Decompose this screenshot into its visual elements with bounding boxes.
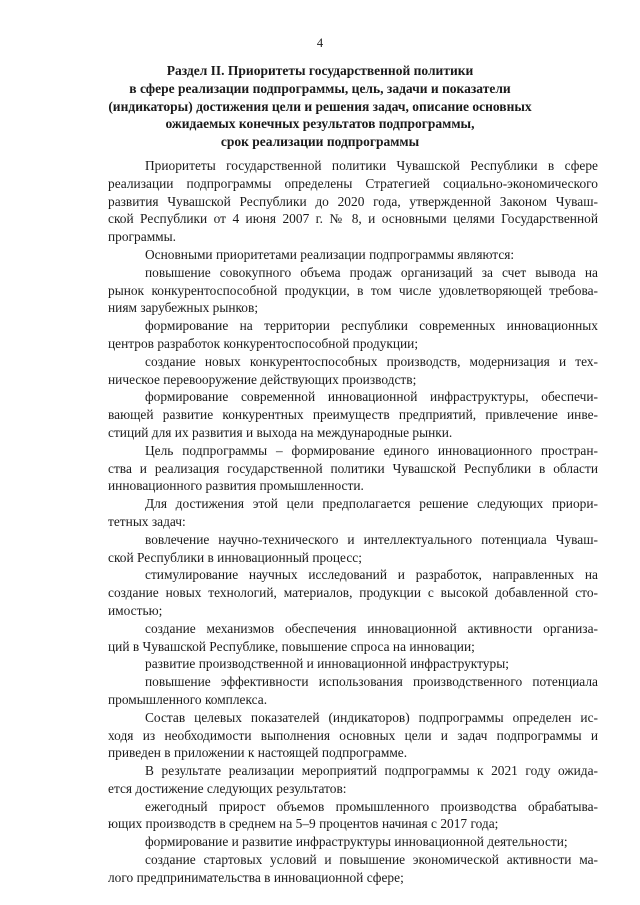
- text-line: лого предпринимательства в инновационной сфере;: [108, 869, 404, 885]
- heading-line: ожидаемых конечных результатов подпрограммы,: [165, 116, 475, 132]
- text-line: формирование современной инновационной инфраструктуры, обеспечи-: [145, 389, 598, 405]
- text-line: инновационного развития промышленности.: [108, 478, 364, 494]
- heading-line: (индикаторы) достижения цели и решения задач, описание основных: [108, 98, 532, 114]
- paragraph: [108, 833, 598, 851]
- paragraph: [108, 655, 598, 673]
- text-line: вающей развитие конкурентных преимуществ предприятий, привлечение инве-: [108, 407, 598, 423]
- paragraph: [108, 353, 598, 389]
- paragraph: [108, 620, 598, 656]
- text-line: ской Республики от 4 июня 2007 г. № 8, и основными целями Государственной: [108, 211, 598, 227]
- text-line: Основными приоритетами реализации подпрограммы являются:: [145, 246, 515, 262]
- paragraph: [108, 246, 598, 264]
- text-line: ской Республики в инновационный процесс;: [108, 549, 362, 565]
- text-line: реализации подпрограммы определены Стратегией социально-экономического: [108, 175, 598, 191]
- section-heading: [90, 62, 550, 151]
- paragraph: [108, 762, 598, 798]
- heading-line: срок реализации подпрограммы: [220, 134, 420, 150]
- heading-line: Раздел II. Приоритеты государственной политики: [166, 63, 474, 78]
- text-line: ства и реализация государственной политики Чувашской Республики в области: [108, 460, 598, 476]
- text-line: вовлечение научно-технического и интеллектуального потенциала Чуваш-: [145, 531, 598, 547]
- text-line: создание механизмов обеспечения инновационной активности организа-: [145, 620, 598, 636]
- text-line: ническое перевооружение действующих производств;: [108, 371, 417, 387]
- paragraph: [108, 531, 598, 567]
- paragraph: [108, 798, 598, 834]
- paragraph: [108, 264, 598, 317]
- text-line: формирование и развитие инфраструктуры инновационной деятельности;: [145, 834, 568, 850]
- text-line: ежегодный прирост объемов промышленного производства обрабатыва-: [145, 798, 598, 814]
- text-line: приведен в приложении к настоящей подпрограмме.: [108, 745, 408, 761]
- text-line: повышение эффективности использования производственного потенциала: [145, 674, 598, 690]
- paragraph: [108, 157, 598, 246]
- paragraph: [108, 317, 598, 353]
- page-number: 4: [316, 36, 324, 50]
- text-line: ходя из необходимости выполнения основных цели и задач подпрограммы и: [108, 727, 598, 743]
- body-text: [108, 157, 598, 887]
- text-line: стимулирование научных исследований и разработок, направленных на: [145, 567, 598, 583]
- text-line: В результате реализации мероприятий подпрограммы к 2021 году ожида-: [145, 763, 598, 779]
- text-line: Для достижения этой цели предполагается решение следующих приори-: [145, 496, 598, 512]
- text-line: имостью;: [108, 602, 163, 618]
- text-line: промышленного комплекса.: [108, 691, 268, 707]
- paragraph: [108, 495, 598, 531]
- text-line: формирование на территории республики современных инновационных: [145, 318, 598, 334]
- text-line: Приоритеты государственной политики Чувашской Республики в сфере: [145, 158, 598, 173]
- text-line: Состав целевых показателей (индикаторов) подпрограммы определен ис-: [145, 709, 598, 725]
- paragraph: [108, 566, 598, 619]
- text-line: повышение совокупного объема продаж организаций за счет вывода на: [145, 264, 598, 280]
- paragraph: [108, 442, 598, 495]
- text-line: создание новых конкурентоспособных производств, модернизация и тех-: [145, 353, 598, 369]
- text-line: центров разработок конкурентоспособной продукции;: [108, 335, 419, 351]
- text-line: стиций для их развития и выхода на международные рынки.: [108, 424, 453, 440]
- text-line: развитие производственной и инновационной инфраструктуры;: [145, 656, 509, 672]
- heading-line: в сфере реализации подпрограммы, цель, задачи и показатели: [129, 80, 511, 96]
- paragraph: [108, 709, 598, 762]
- text-line: рынок конкурентоспособной продукции, в том числе удовлетворяющей требова-: [108, 282, 598, 298]
- text-line: создание новых технологий, материалов, продукции с высокой добавленной сто-: [108, 585, 598, 601]
- text-line: тетных задач:: [108, 513, 186, 529]
- text-line: создание стартовых условий и повышение экономической активности ма-: [145, 852, 598, 868]
- text-line: Цель подпрограммы – формирование единого инновационного простран-: [145, 442, 598, 458]
- text-line: ниям зарубежных рынков;: [108, 300, 259, 316]
- text-line: ющих производств в среднем на 5–9 процентов начиная с 2017 года;: [108, 816, 499, 832]
- text-line: ций в Чувашской Республике, повышение спроса на инновации;: [108, 638, 475, 654]
- paragraph: [108, 388, 598, 441]
- paragraph: [108, 851, 598, 887]
- paragraph: [108, 673, 598, 709]
- text-line: развития Чувашской Республики до 2020 года, утвержденной Законом Чуваш-: [108, 193, 598, 209]
- text-line: ется достижение следующих результатов:: [108, 780, 347, 796]
- text-line: программы.: [108, 229, 176, 245]
